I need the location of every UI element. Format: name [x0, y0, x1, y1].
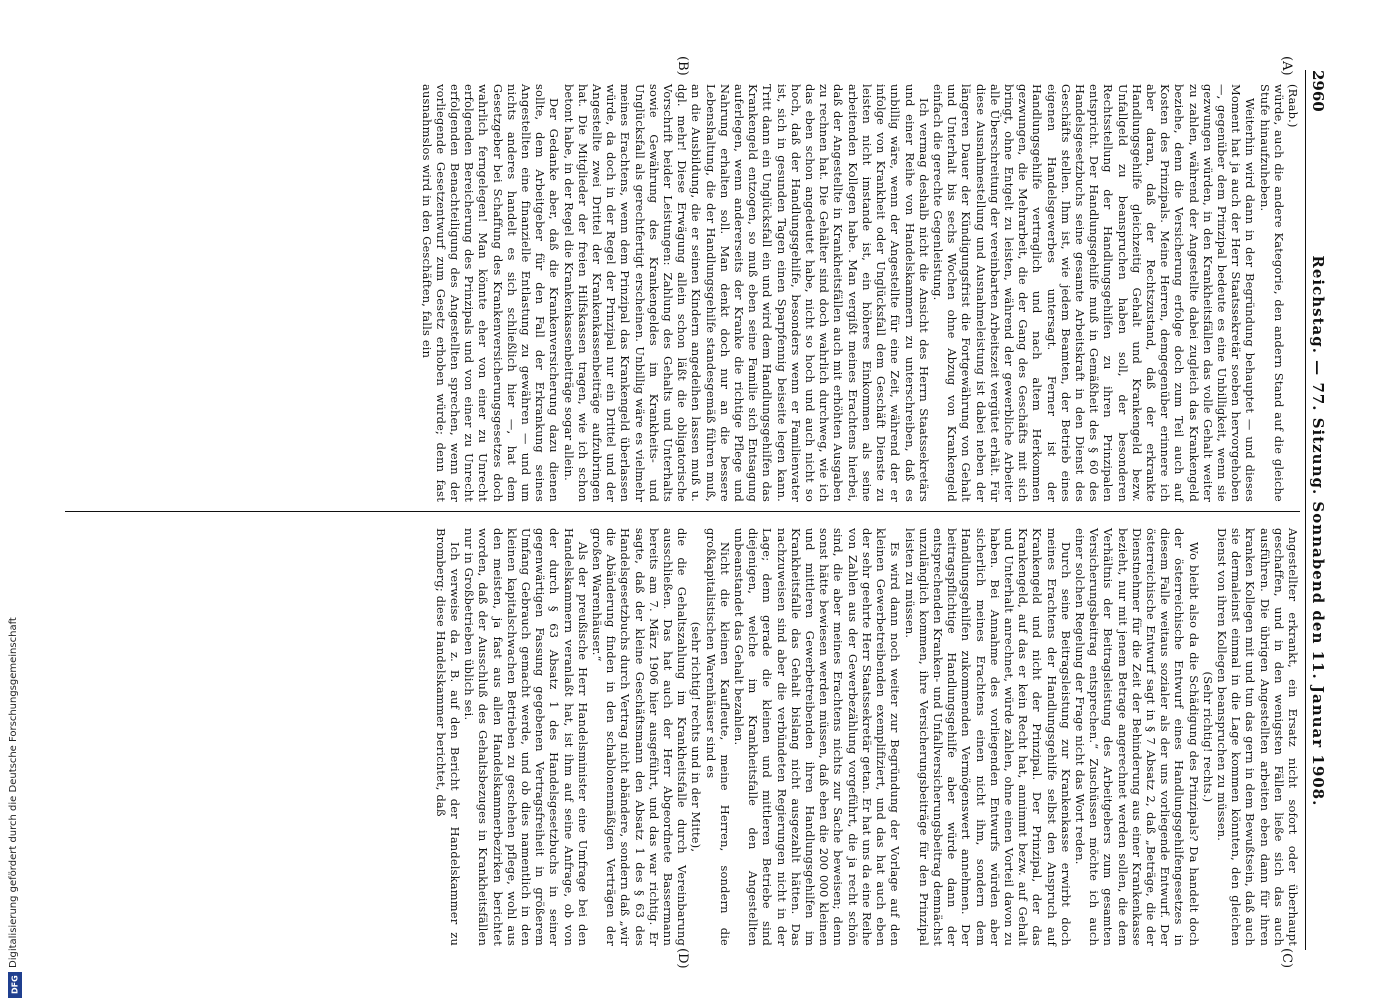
paragraph: Durch seine Beitragsleistung zur Krankenkasse erwirbt doch meines Erachtens der Handlungsgehilfe selbst den Anspruch auf Krankengeld und nicht der Prinzipal. Der Prinzipal, der das Krankengeld, auf das er kein Recht hat, annimmt bezw. auf Gehalt und Unterhalt anrechnet, würde zahlen, ohne einen Vorteil davon zu haben. Bei Annahme des vorliegenden Entwurfs würden aber sicherlich meines Erachtens einen nicht ihm, sondern dem Handlungsgehilfen zukommenden Vermögenswert annehmen. Der beitragspflichtige Handlungsgehilfe aber würde dann der entsprechenden Kranken- und Unfallversicherungsbeitrag demnächst unzulänglich kommen, ihre Versicherungsbeiträge für den Prinzipal leisten zu müssen.	[902, 528, 1073, 946]
paragraph: (Raab.)	[1286, 84, 1300, 128]
scanned-page-viewport	[60, 56, 1330, 969]
paragraph: Ich vermag deshalb nicht die Ansicht des Herrn Staatssekretärs und einer Reihe von Handelskammern zu unterschreiben, daß es unbillig wäre, wenn der Angestellte für eine Zeit, während der er infolge von Krankheit oder Unglücksfall dem Geschäft Dienste zu leisten nicht imstande ist, ein höheres Einkommen als seine arbeitenden Kollegen habe. Man vergißt meines Erachtens hierbei, daß der Angestellte in Krankheitsfällen auch mit erhöhten Ausgaben zu rechnen hat. Die Gehälter sind doch wahrlich durchweg, wie ich das eben schon angedeutet habe, nicht so hoch und auch nicht so hoch, daß der Handlungsgehilfe, besonders wenn er Familienvater ist, sich in gesunden Tagen einen Sparpfennig beiseite legen kann. Tritt dann ein Unglücksfall ein und wird dem Handlungsgehilfen das Krankengeld entzogen, so muß eben seine Familie sich Entsagung auferlegen, wenn andererseits der Kranke die richtige Pflege und Nahrung erhalten soll. Man denkt doch nur an die bessere Lebenshaltung, die der Handlungsgehilfe standesgemäß führen muß, an die Ausbildung, die er seinen Kindern angedeihen lassen muß u. dgl. mehr! Diese Erwägung allein schon läßt die obligatorische Vorschrift beider Leistungen: Zahlung des Gehalts und Unterhalts sowie Gewährung des Krankengeldes im Krankheits- und Unglücksfall als gerechtfertigt erscheinen. Unbillig wäre es vielmehr meines Erachtens, wenn dem Prinzipal das Krankengeld überlassen würde, da doch in der Regel der Prinzipal nur ein Drittel und der Angestellte zwei Drittel der Krankenkassenbeiträge aufzubringen hat. Die Mitglieder der freien Hilfskassen tragen, wie ich schon betont habe, in der Regel die Krankenkassenbeiträge sogar allein.	[561, 84, 931, 502]
credit-text: Digitalisierung gefördert durch die Deutsche Forschungsgemeinschaft	[8, 617, 19, 968]
paragraph: Weiterhin wird dann in der Begründung behauptet — und dieses Moment hat ja auch der Herr Staatssekretär soeben hervorgehoben —, gegenüber dem Prinzipal bedeute es eine Unbilligkeit, wenn sie gezwungen würden, in den Krankheitsfällen das volle Gehalt weiter zu zahlen, während der Angestellte dabei zugleich das Krankengeld beziehe, denn die Versicherung erfolge doch zum Teil auch auf Kosten des Prinzipals. Meine Herren, demgegenüber erinnere ich aber daran, daß der Rechtszustand, daß der erkrankte Handlungsgehilfe gleichzeitig Gehalt und Krankengeld bezw. Unfallgeld zu beanspruchen haben soll, der besonderen Rechtsstellung der Handlungsgehilfen zu ihren Prinzipalen entspricht. Der Handlungsgehilfe muß in Gemäßheit des § 60 des Handelsgesetzbuchs seine gesamte Arbeitskraft in den Dienst des Geschäfts stellen. Ihm ist, wie jedem Beamten, der Betrieb eines eigenen Handelsgewerbes untersagt. Ferner ist der Handlungsgehilfe vertraglich und nach altem Herkommen gezwungen, die Mehrarbeit, die der Gang des Geschäfts mit sich bringt, ohne Entgelt zu leisten, während der gewerbliche Arbeiter alle Überschreitung der vereinbarten Arbeitszeit vergütet erhält. Für diese Ausnahmestellung und Ausnahmeleistung ist dabei neben der längeren Dauer der Kündigungsfrist die Fortgewährung von Gehalt und Unterhalt bis sechs Wochen ohne Abzug von Krankengeld einfach die gerechte Gegenleistung.	[930, 84, 1258, 502]
margin-mark-b: (B)	[675, 56, 690, 76]
paragraph: die die Gehaltszahlung im Krankheitsfalle durch Vereinbarung ausschließen. Das hat auch der Herr Abgeordnete Bassermann bereits am 7. März 1906 hier ausgeführt, und das war richtig. Er sagte, daß der kleine Geschäftsmann den Absatz 1 des § 63 des Handelsgesetzbuchs durch Vertrag nicht abändere, sondern daß „wir die Abänderung finden in den schablonenmäßigen Verträgen der großen Warenhäuser.“	[590, 528, 690, 946]
paragraph: Der Gedanke aber, daß die Krankenversicherung dazu dienen sollte, dem Arbeitgeber für den Fall der Erkrankung seines Angestellten eine finanzielle Entlastung zu gewähren — und um nichts anderes handelt es sich schließlich hier —, hat dem Gesetzgeber bei Schaffung des Krankenversicherungsgesetzes doch wahrlich ferngelegen! Man könnte eher von einer zu Unrecht erfolgenden Bereicherung des Prinzipals und von einer zu Unrecht erfolgenden Benachteiligung des Angestellten sprechen, wenn der vorliegende Gesetzentwurf zum Gesetz erhoben würde; denn fast ausnahmslos wird in den Geschäften, falls ein	[419, 84, 562, 502]
paragraph: Als der preußische Herr Handelsminister eine Umfrage bei den Handelskammern veranlaßt hat, ist ihm auf seine Anfrage, ob von der durch § 63 Absatz 1 des Handelsgesetzbuchs in seiner gegenwärtigen Fassung gegebenen Vertragsfreiheit in größerem Umfang Gebrauch gemacht werde, und ob dies namentlich in den kleinen kapitalschwachen Betrieben zu geschehen pflege, wohl aus den meisten, ja fast aus allen Handelskammerbezirken berichtet worden, daß der Ausschluß des Gehaltsbezuges in Krankheitsfällen nur in Großbetrieben üblich sei.	[462, 528, 590, 946]
column-divider	[65, 511, 1300, 512]
paragraph: würde, auch die andere Kategorie, den andern Stand auf die gleiche Stufe hinaufzuheben.	[1257, 84, 1286, 502]
paragraph: Nicht die kleinen Kaufleute, meine Herren, sondern die großkapitalistischen Warenhäuser sind es	[703, 528, 732, 946]
left-text-column	[65, 84, 1300, 502]
digitization-credit	[8, 0, 22, 1000]
dfg-logo: DFG	[8, 972, 22, 998]
paragraph: Angestellter erkrankt, ein Ersatz nicht sofort oder überhaupt geschaffen, und in den wenigsten Fällen ließe sich das auch ausführen. Die übrigen Angestellten arbeiten eben dann für ihren kranken Kollegen mit und tun das gern in dem Bewußtsein, daß auch sie dermaleinst einmal in die Lage kommen könnten, den gleichen Dienst von ihren Kollegen beanspruchen zu müssen.	[1214, 528, 1300, 946]
newspaper-page	[60, 56, 1330, 969]
page-title: Reichstag. — 77. Sitzung. Sonnabend den 11. Januar 1908.	[1309, 255, 1327, 807]
paragraph: Wo bleibt also da die Schädigung des Prinzipals? Da handelt doch der österreichische Entwurf eines Handlungsgehilfengesetzes in diesem Falle weitaus sozialer als der uns vorliegende Entwurf. Der österreichische Entwurf sagt in § 7 Absatz 2, daß „Beträge, die der Dienstnehmer für die Zeit der Behinderung aus einer Krankenkasse bezieht, nur mit jenem Betrage angerechnet werden sollen, die dem Verhältnis der Beitragsleistung des Arbeitgebers zum gesamten Versicherungsbeitrag entsprechen.“ Zuschüssen möchte ich auch einer solchen Regelung der Frage nicht das Wort reden.	[1072, 528, 1201, 946]
margin-mark-d: (D)	[675, 948, 690, 969]
margin-mark-a: (A)	[1279, 56, 1294, 76]
right-text-column	[65, 528, 1300, 946]
paragraph: (sehr richtig! rechts und in der Mitte),	[689, 621, 704, 853]
page-header	[1305, 70, 1330, 950]
paragraph: Ich verweise da z. B. auf den Bericht der Handelskammer zu Bromberg; diese Handelskammer berichtet, daß	[433, 528, 463, 946]
margin-mark-c: (C)	[1279, 948, 1294, 969]
paragraph: (Sehr richtig! rechts.)	[1200, 671, 1215, 803]
page-number: 2960	[1309, 70, 1327, 112]
paragraph: Es wird dann noch weiter zur Begründung der Vorlage auf den kleinen Gewerbetreibenden exemplifiziert, und das hat auch eben der sehr geehrte Herr Staatssekretär getan. Er hat uns da eine Reihe von Zahlen aus der Gewerbezählung vorgeführt, die ja recht schön sind, die aber meines Erachtens nichts zur Sache beweisen; denn sonst hätte bewiesen werden müssen, daß eben die 200 000 kleinen und mittleren Gewerbetreibenden ihren Handlungsgehilfen im Krankheitsfalle das Gehalt bislang nicht ausgezahlt hätten. Das nachzuweisen sind aber die verbündeten Regierungen nicht in der Lage; denn gerade die kleinen und mittleren Betriebe sind diejenigen, welche im Krankheitsfalle den Angestellten unbeanstandet das Gehalt bezahlen.	[732, 528, 903, 946]
